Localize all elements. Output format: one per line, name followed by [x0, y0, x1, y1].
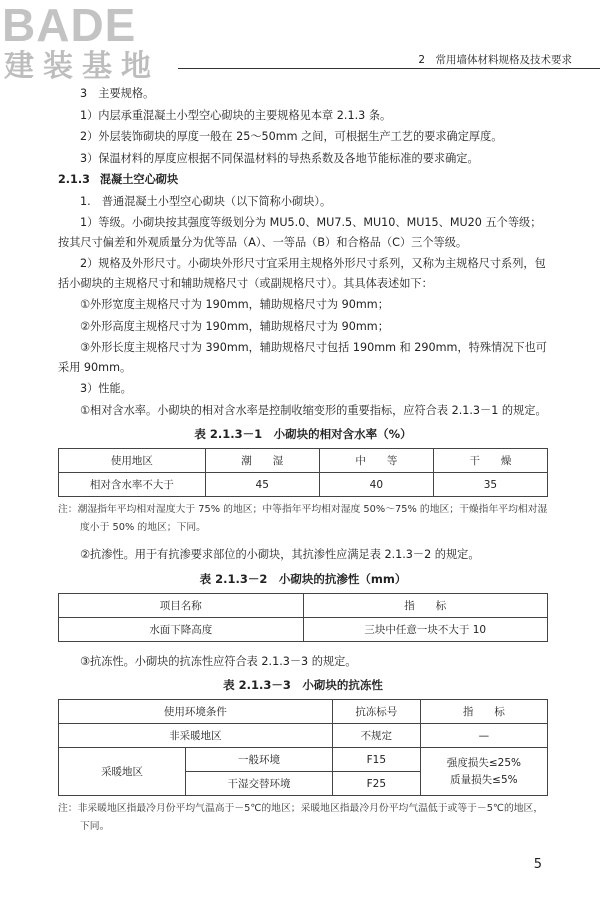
table-cell: 采暖地区 [59, 748, 186, 796]
table-cell: 35 [433, 473, 547, 497]
table-header: 指 标 [420, 700, 547, 724]
paragraph: 3）性能。 [80, 382, 132, 395]
table-header: 抗冻标号 [332, 700, 420, 724]
section-heading [58, 170, 548, 190]
paragraph: ②抗渗性。用于有抗渗要求部位的小砌块，其抗渗性应满足表 2.1.3－2 的规定。 [80, 548, 480, 561]
table-cell: 45 [205, 473, 319, 497]
logo-wordmark: BADE [2, 0, 137, 51]
table3-title: 表 2.1.3－3 小砌块的抗冻性 [223, 678, 383, 692]
table-cell: 一般环境 [186, 748, 333, 772]
table-header: 使用环境条件 [59, 700, 333, 724]
table-cell: 三块中任意一块不大于 10 [303, 617, 548, 641]
table-cell: 水面下降高度 [59, 617, 304, 641]
moisture-table [58, 448, 548, 497]
permeability-table [58, 593, 548, 642]
header-rule [178, 68, 600, 69]
paragraph: 1）等级。小砌块按其强度等级划分为 MU5.0、MU7.5、MU10、MU15、MU20 五个等级；按其尺寸偏差和外观质量分为优等品（A）、一等品（B）和合格品（C）三个等级。 [58, 216, 542, 249]
table-header: 使用地区 [59, 449, 206, 473]
chapter-header: 2 常用墙体材料规格及技术要求 [418, 54, 572, 66]
table-cell: 相对含水率不大于 [59, 473, 206, 497]
section-title: 混凝土空心砌块 [99, 173, 179, 186]
paragraph: 1）内层承重混凝土小型空心砌块的主要规格见本章 2.1.3 条。 [80, 108, 392, 122]
page-body [58, 84, 548, 844]
page-number: 5 [533, 857, 542, 872]
table3-note: 注：非采暖地区指最冷月份平均气温高于－5℃的地区；采暖地区指最冷月份平均气温低于或等于－5℃的地区，下同。 [58, 803, 544, 832]
table1-title: 表 2.1.3－1 小砌块的相对含水率（%） [194, 427, 412, 441]
paragraph: 2）规格及外形尺寸。小砌块外形尺寸宜采用主规格外形尺寸系列，又称为主规格尺寸系列，包括小砌块的主规格尺寸和辅助规格尺寸（或副规格尺寸）。其具体表述如下： [58, 257, 546, 290]
paragraph: ③外形长度主规格尺寸为 390mm，辅助规格尺寸包括 190mm 和 290mm，特殊情况下也可采用 90mm。 [58, 341, 547, 374]
index-line: 质量损失≤5% [450, 773, 518, 786]
table1-note: 注：潮湿指年平均相对湿度大于 75% 的地区；中等指年平均相对湿度 50%～75% 的地区；干燥指年平均相对湿度小于 50% 的地区；下同。 [58, 504, 548, 533]
paragraph: 1. 普通混凝土小型空心砌块（以下简称小砌块）。 [80, 194, 332, 208]
section-number: 2.1.3 [58, 173, 90, 186]
table-cell: F15 [332, 748, 420, 772]
table-cell: F25 [332, 772, 420, 796]
index-line: 强度损失≤25% [446, 756, 521, 769]
paragraph: 2）外层装饰砌块的厚度一般在 25～50mm 之间，可根据生产工艺的要求确定厚度。 [80, 130, 503, 143]
table-cell: 非采暖地区 [59, 724, 333, 748]
table-cell: 干湿交替环境 [186, 772, 333, 796]
paragraph: ③抗冻性。小砌块的抗冻性应符合表 2.1.3－3 的规定。 [80, 654, 357, 668]
table-header: 中 等 [319, 449, 433, 473]
paragraph: ②外形高度主规格尺寸为 190mm，辅助规格尺寸为 90mm； [80, 319, 389, 333]
paragraph: 3 主要规格。 [80, 87, 155, 100]
table-header: 潮 湿 [205, 449, 319, 473]
table-cell [420, 748, 547, 796]
logo-subtitle: 建装基地 [4, 49, 160, 84]
paragraph: 3）保温材料的厚度应根据不同保温材料的导热系数及各地节能标准的要求确定。 [80, 151, 479, 165]
paragraph: ①外形宽度主规格尺寸为 190mm，辅助规格尺寸为 90mm； [80, 298, 389, 311]
table2-title: 表 2.1.3－2 小砌块的抗渗性（mm） [199, 571, 407, 586]
table-cell: 40 [319, 473, 433, 497]
table-header: 干 燥 [433, 449, 547, 473]
paragraph: ①相对含水率。小砌块的相对含水率是控制收缩变形的重要指标，应符合表 2.1.3－1 的规定。 [80, 403, 547, 417]
table-cell: 不规定 [332, 724, 420, 748]
table-header: 项目名称 [59, 593, 304, 617]
table-header: 指 标 [303, 593, 548, 617]
bade-logo [2, 2, 192, 94]
frost-resistance-table [58, 699, 548, 796]
table-cell: — [420, 724, 547, 748]
